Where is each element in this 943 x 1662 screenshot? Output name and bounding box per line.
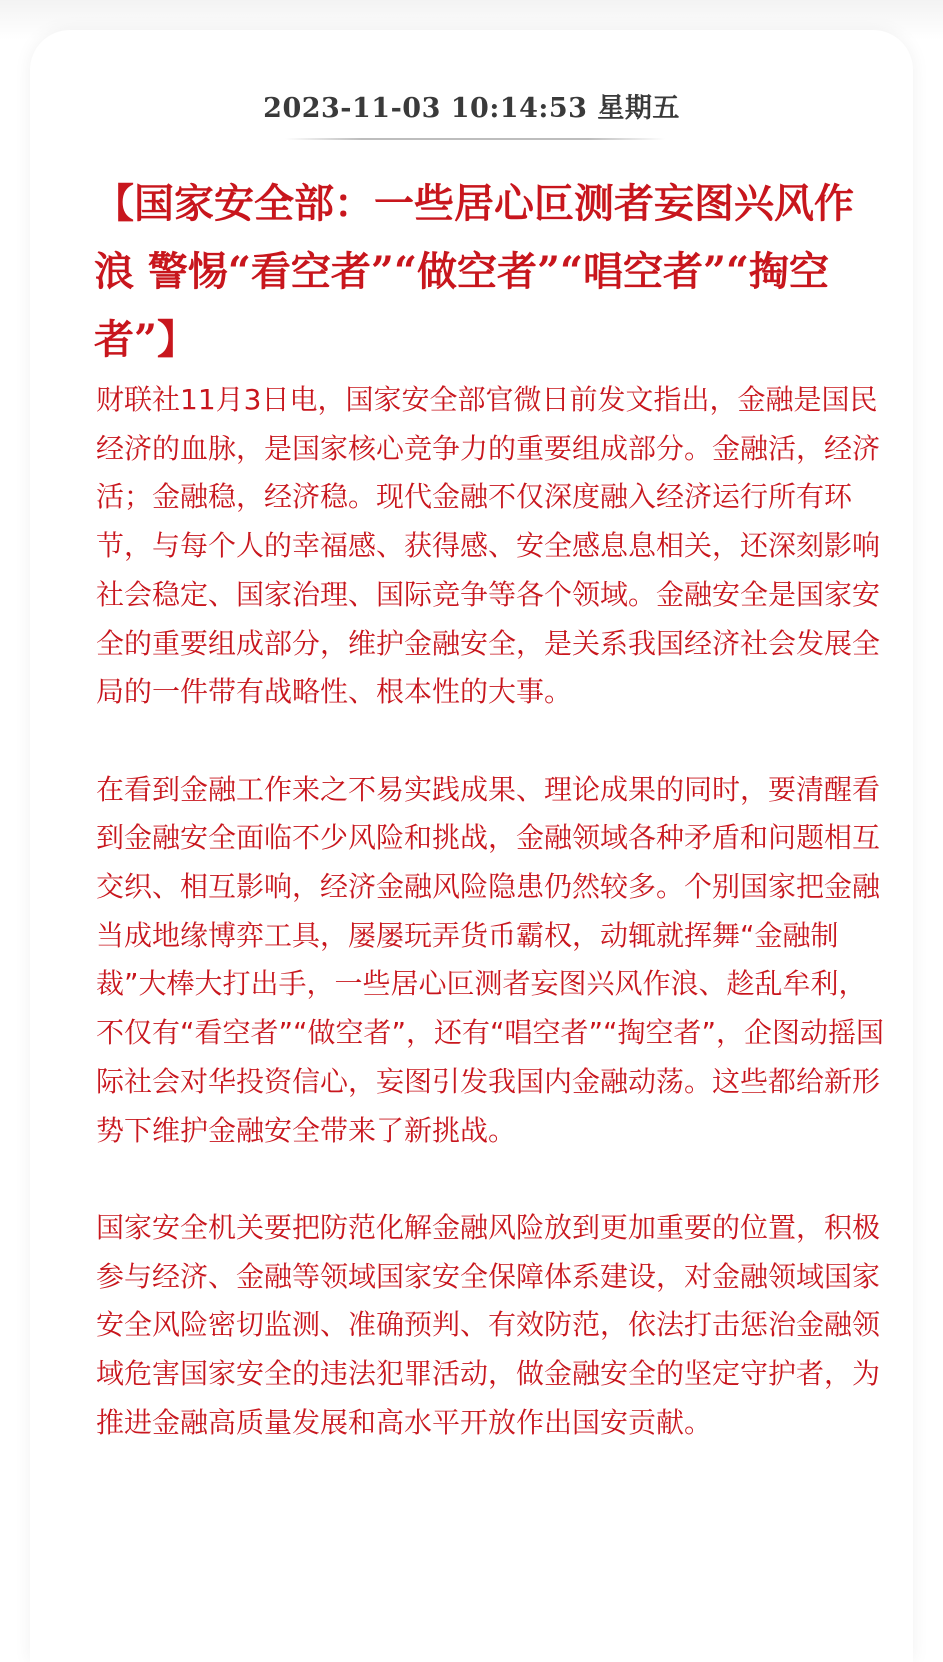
timestamp-divider	[285, 138, 665, 140]
article-body	[96, 376, 886, 1496]
article-headline: 【国家安全部：一些居心叵测者妄图兴风作浪 警惕“看空者”“做空者”“唱空者”“掏空者”】	[94, 180, 854, 363]
timestamp: 2023-11-03 10:14:53 星期五	[263, 93, 680, 124]
article-card	[30, 30, 913, 1662]
article-paragraph-2: 在看到金融工作来之不易实践成果、理论成果的同时，要清醒看到金融安全面临不少风险和挑战，金融领域各种矛盾和问题相互交织、相互影响，经济金融风险隐患仍然较多。个别国家把金融当成地缘博弈工具，屡屡玩弄货币霸权，动辄就挥舞“金融制裁”大棒大打出手，一些居心叵测者妄图兴风作浪、趁乱牟利，不仅有“看空者”“做空者”，还有“唱空者”“掏空者”，企图动摇国际社会对华投资信心，妄图引发我国内金融动荡。这些都给新形势下维护金融安全带来了新挑战。	[96, 772, 885, 1147]
article-paragraph-3: 国家安全机关要把防范化解金融风险放到更加重要的位置，积极参与经济、金融等领域国家安全保障体系建设，对金融领域国家安全风险密切监测、准确预判、有效防范，依法打击惩治金融领域危害国家安全的违法犯罪活动，做金融安全的坚定守护者，为推进金融高质量发展和高水平开放作出国安贡献。	[96, 1210, 881, 1439]
article-paragraph-1: 财联社11月3日电，国家安全部官微日前发文指出，金融是国民经济的血脉，是国家核心竞争力的重要组成部分。金融活，经济活；金融稳，经济稳。现代金融不仅深度融入经济运行所有环节，与每个人的幸福感、获得感、安全感息息相关，还深刻影响社会稳定、国家治理、国际竞争等各个领域。金融安全是国家安全的重要组成部分，维护金融安全，是关系我国经济社会发展全局的一件带有战略性、根本性的大事。	[96, 383, 881, 709]
